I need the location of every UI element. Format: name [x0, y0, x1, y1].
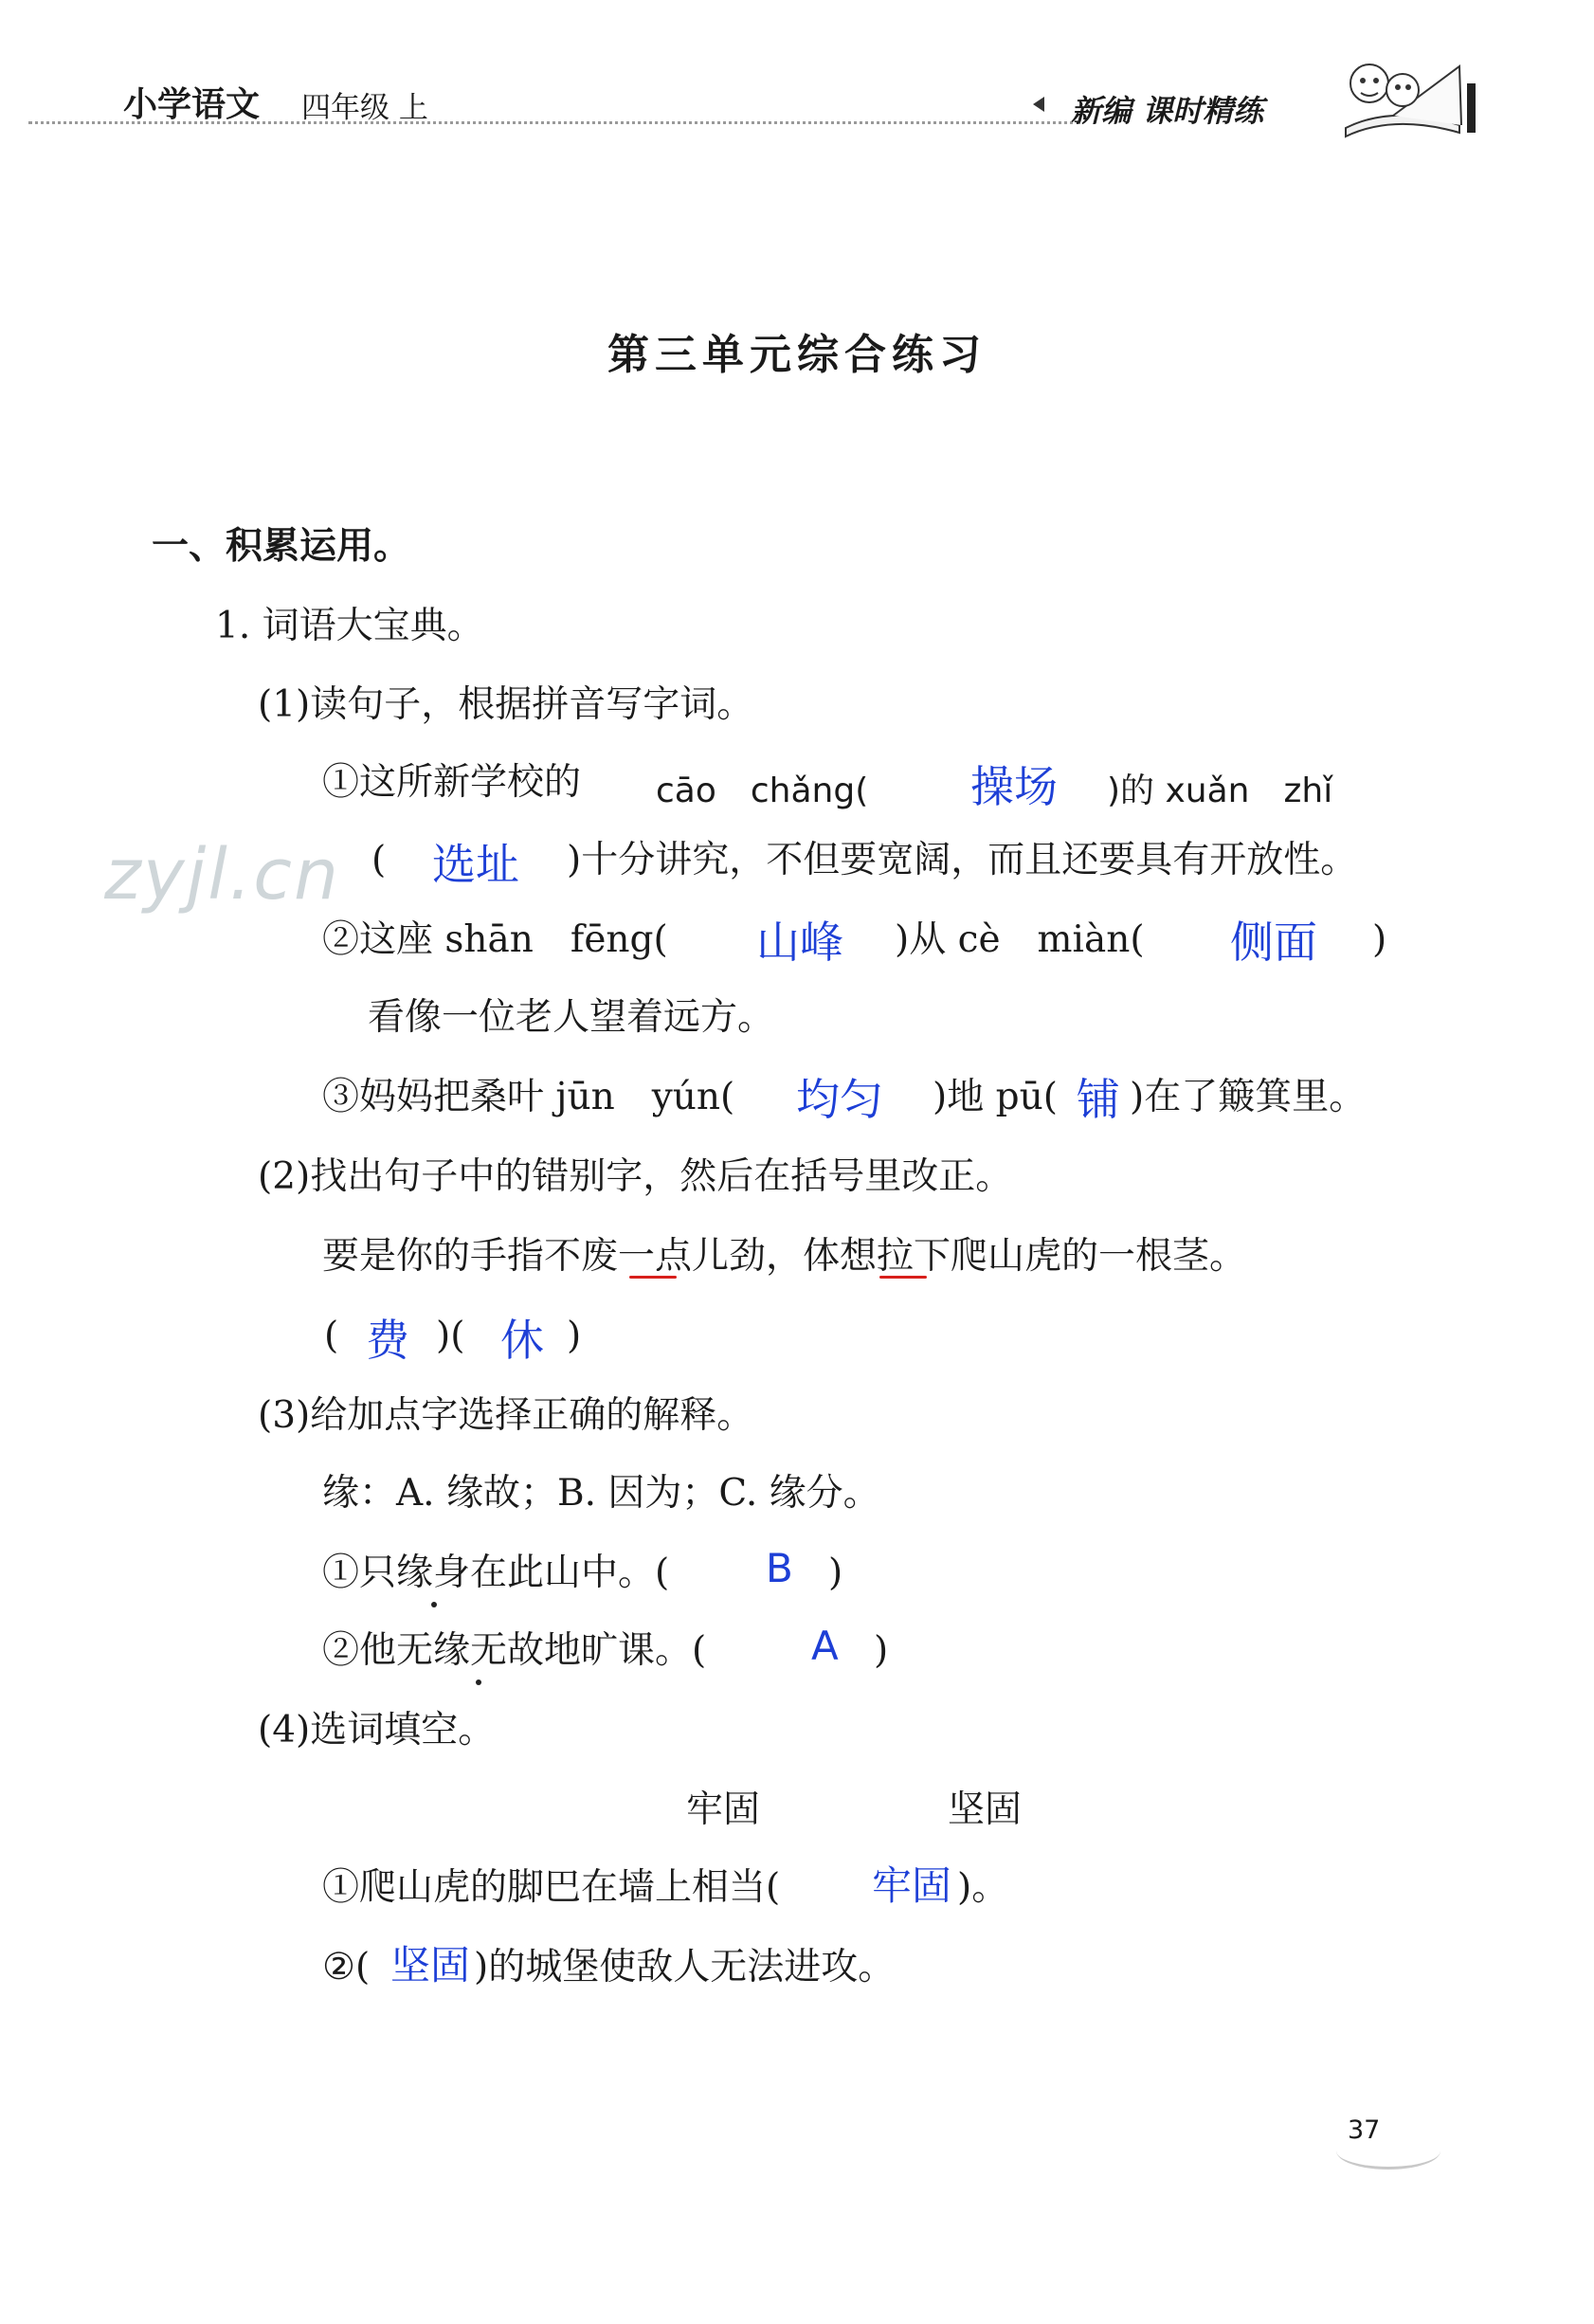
- part4-post1: )。: [957, 1866, 1009, 1909]
- header-series: 新编 课时精练: [1071, 93, 1264, 129]
- part4-item1: ①爬山虎的脚巴在墙上相当(: [322, 1866, 781, 1909]
- header-grade: 四年级 上: [301, 91, 428, 125]
- s3-prefix: ③妈妈把桑叶 jūn yún(: [322, 1076, 735, 1118]
- part2-sentence: 要是你的手指不废一点儿劲，体想拉下爬山虎的一根茎。: [322, 1235, 1247, 1278]
- part2-mid: )(: [436, 1315, 465, 1357]
- part3-close2: ): [874, 1629, 889, 1672]
- part3-close1: ): [828, 1552, 843, 1594]
- part2-answer2: 休: [500, 1315, 544, 1366]
- s3-answer2: 铺: [1077, 1074, 1120, 1125]
- emphasis-dot-1: [431, 1602, 437, 1607]
- s2-close: ): [1372, 918, 1387, 961]
- part3-options: 缘：A. 缘故；B. 因为；C. 缘分。: [322, 1472, 880, 1515]
- cartoon-book-icon: [1327, 38, 1469, 142]
- part4-item2-pre: ②(: [322, 1946, 371, 1988]
- header-subject: 小学语文: [123, 85, 261, 124]
- part4-item2-post: )的城堡使敌人无法进攻。: [474, 1946, 896, 1988]
- s1-line2-rest: )十分讲究，不但要宽阔，而且还要具有开放性。: [567, 839, 1358, 881]
- s2-mid: )从 cè miàn(: [895, 918, 1145, 961]
- part3-answer1: B: [766, 1545, 793, 1591]
- part4-answer1: 牢固: [872, 1862, 952, 1909]
- part4-answer2: 坚固: [390, 1942, 471, 1988]
- part3-answer2: A: [811, 1623, 839, 1669]
- question-title: 1. 词语大宝典。: [215, 605, 484, 647]
- error-underline-2: [879, 1276, 927, 1279]
- part3-item1: ①只缘身在此山中。(: [322, 1552, 670, 1594]
- header-edge-bar: [1467, 83, 1476, 133]
- s3-mid: )地 pū(: [933, 1076, 1058, 1118]
- part3-item2: ②他无缘无故地旷课。(: [322, 1629, 707, 1672]
- triangle-left-icon: [1033, 97, 1044, 112]
- s1-open: (: [371, 839, 387, 881]
- s2-prefix: ②这座 shān fēng(: [322, 918, 668, 961]
- s2-answer2: 侧面: [1230, 917, 1317, 968]
- s1-answer2: 选址: [432, 839, 519, 890]
- part2-close: ): [567, 1315, 582, 1357]
- watermark: zyjl.cn: [104, 834, 340, 916]
- s1-pinyin: cāo chǎng(: [656, 772, 869, 810]
- error-underline-1: [629, 1276, 677, 1279]
- s3-answer1: 均匀: [796, 1074, 883, 1125]
- word-option-2: 坚固: [948, 1788, 1023, 1831]
- part1-label: (1)读句子，根据拼音写字词。: [258, 683, 754, 726]
- part4-label: (4)选词填空。: [258, 1709, 496, 1752]
- section-heading: 一、积累运用。: [152, 525, 411, 568]
- part2-answer1: 费: [366, 1315, 409, 1366]
- part2-label: (2)找出句子中的错别字，然后在括号里改正。: [258, 1155, 1013, 1198]
- emphasis-dot-2: [476, 1679, 481, 1685]
- part3-label: (3)给加点字选择正确的解释。: [258, 1394, 754, 1437]
- page-number: 37: [1348, 2115, 1381, 2145]
- part2-open: (: [324, 1315, 339, 1357]
- s1-answer1: 操场: [970, 761, 1058, 812]
- s2-answer1: 山峰: [756, 917, 843, 968]
- s3-rest: )在了簸箕里。: [1130, 1076, 1367, 1118]
- s1-mid: )的 xuǎn zhǐ: [1107, 772, 1333, 810]
- word-option-1: 牢固: [686, 1788, 761, 1831]
- s2-line2: 看像一位老人望着远方。: [368, 996, 775, 1039]
- page-title: 第三单元综合练习: [607, 331, 987, 379]
- s1-prefix: ①这所新学校的: [322, 761, 582, 804]
